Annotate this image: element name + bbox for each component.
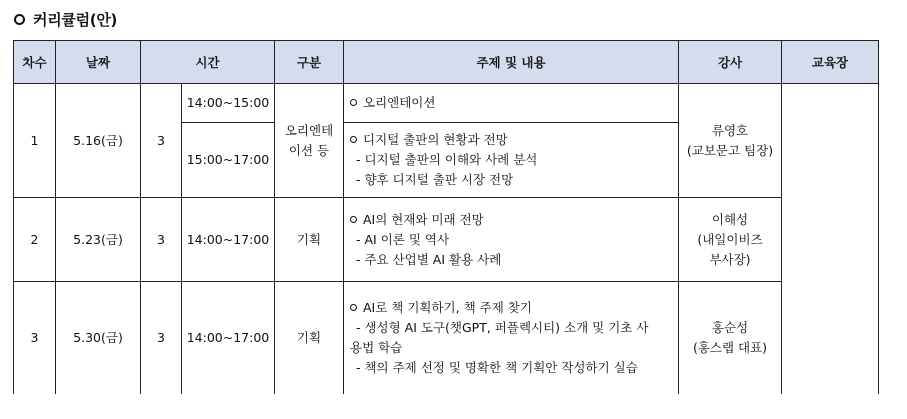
- session-number: 2: [14, 198, 56, 282]
- session-hours: 3: [141, 198, 182, 282]
- circle-bullet-icon: [14, 14, 25, 25]
- session-topic: 디지털 출판의 현황과 전망 - 디지털 출판의 이해와 사례 분석 - 향후 디지털 출판 시장 전망: [344, 123, 679, 198]
- session-date: 5.16(금): [56, 84, 141, 198]
- header-session: 차수: [14, 41, 56, 84]
- page-title: [14, 7, 117, 31]
- session-category: 오리엔테 이션 등: [275, 84, 344, 198]
- table-row: [14, 282, 879, 394]
- session-number: 3: [14, 282, 56, 394]
- session-topic: AI로 책 기획하기, 책 주제 찾기 - 생성형 AI 도구(챗GPT, 퍼플렉시티) 소개 및 기초 사 용법 학습 - 책의 주제 선정 및 명확한 책 기획안 작성하기 실습: [344, 282, 679, 394]
- header-time: 시간: [141, 41, 275, 84]
- session-category: 기획: [275, 282, 344, 394]
- session-number: 1: [14, 84, 56, 198]
- venue-cell: [782, 84, 879, 394]
- session-time: 14:00~17:00: [182, 282, 275, 394]
- table-row: [14, 198, 879, 282]
- session-hours: 3: [141, 84, 182, 198]
- header-venue: 교육장: [782, 41, 879, 84]
- session-date: 5.23(금): [56, 198, 141, 282]
- session-instructor: 홍순성 (홍스랩 대표): [679, 282, 782, 394]
- circle-bullet-icon: [350, 216, 357, 223]
- circle-bullet-icon: [350, 99, 357, 106]
- header-topic: 주제 및 내용: [344, 41, 679, 84]
- session-instructor: 류영호 (교보문고 팀장): [679, 84, 782, 198]
- session-topic: 오리엔테이션: [344, 84, 679, 123]
- circle-bullet-icon: [350, 304, 357, 311]
- session-topic: AI의 현재와 미래 전망 - AI 이론 및 역사 - 주요 산업별 AI 활용 사례: [344, 198, 679, 282]
- table-row: [14, 84, 879, 123]
- session-date: 5.30(금): [56, 282, 141, 394]
- session-time: 14:00~15:00: [182, 84, 275, 123]
- page-title-text: 커리큘럼(안): [33, 10, 118, 29]
- session-time: 14:00~17:00: [182, 198, 275, 282]
- session-instructor: 이해성 (내일이비즈 부사장): [679, 198, 782, 282]
- curriculum-table: [13, 40, 879, 394]
- header-category: 구분: [275, 41, 344, 84]
- session-time: 15:00~17:00: [182, 123, 275, 198]
- header-instructor: 강사: [679, 41, 782, 84]
- header-row: [14, 41, 879, 84]
- header-date: 날짜: [56, 41, 141, 84]
- session-hours: 3: [141, 282, 182, 394]
- circle-bullet-icon: [350, 136, 357, 143]
- session-category: 기획: [275, 198, 344, 282]
